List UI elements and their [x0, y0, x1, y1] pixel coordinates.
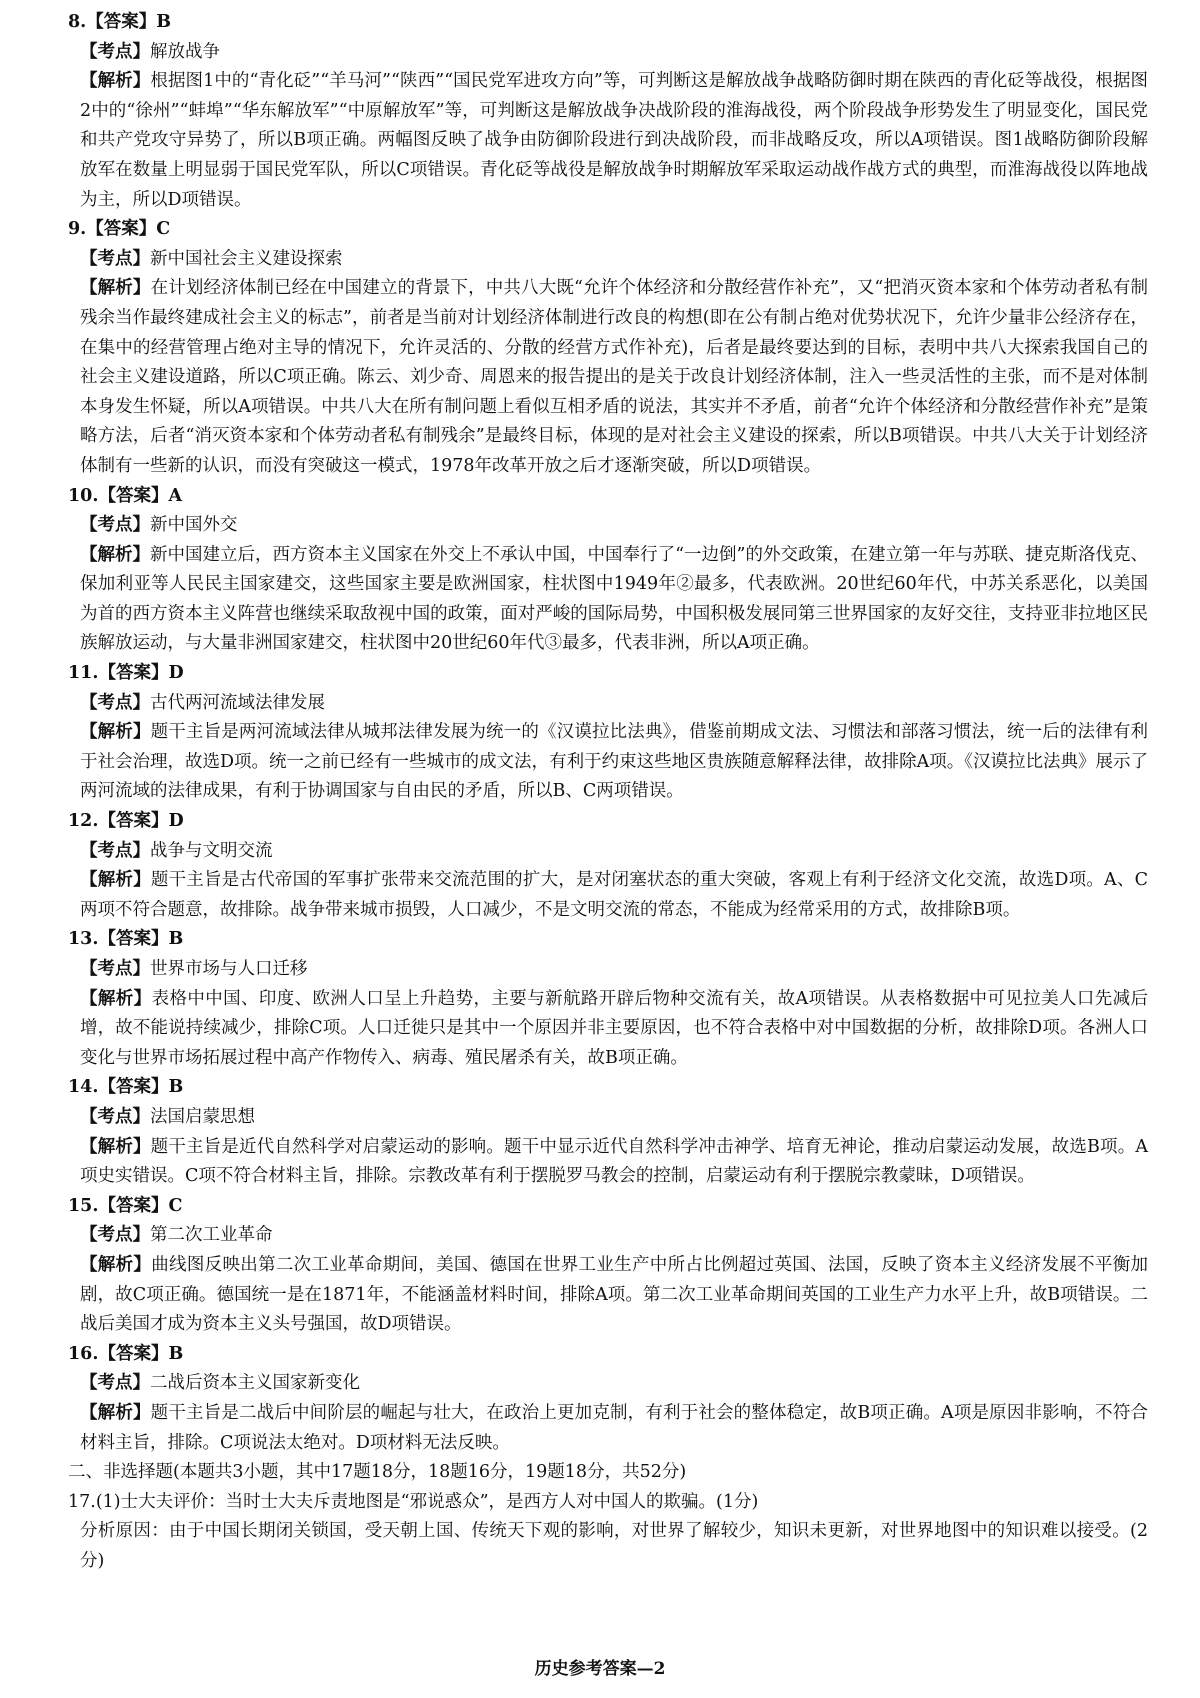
analysis-text: 【解析】在计划经济体制已经在中国建立的背景下，中共八大既“允许个体经济和分散经营作补充”，又“把消灭资本家和个体劳动者私有制残余当作最终建成社会主义的标志”，前者是当前对计划经济体制进行改良的构想(即在公有制占绝对优势状况下，允许少量非公经济存在，在集中的经营管理占绝对主导的情况下，允许灵活的、分散的经营方式作补充)，后者是最终要达到的目标，表明中共八大探索我国自己的社会主义建设道路，所以C项正确。陈云、刘少奇、周恩来的报告提出的是关于改良计划经济体制，注入一些灵活性的主张，而不是对体制本身发生怀疑，所以A项错误。中共八大在所有制问题上看似互相矛盾的说法，其实并不矛盾，前者“允许个体经济和分散经营作补充”是策略方法，后者“消灭资本家和个体劳动者私有制残余”是最终目标，体现的是对社会主义建设的探索，所以B项错误。中共八大关于计划经济体制有一些新的认识，而没有突破这一模式，1978年改革开放之后才逐渐突破，所以D项错误。 — [80, 278, 1149, 476]
point-line: 【考点】法国启蒙思想 — [80, 1106, 255, 1127]
analysis-text: 【解析】表格中中国、印度、欧洲人口呈上升趋势，主要与新航路开辟后物种交流有关，故A项错误。从表格数据中可见拉美人口先减后增，故不能说持续减少，排除C项。人口迁徙只是其中一个原因并非主要原因，也不符合表格中对中国数据的分析，故排除D项。各洲人口变化与世界市场拓展过程中高产作物传入、病毒、殖民屠杀有关，故B项正确。 — [80, 988, 1149, 1068]
question-11 — [68, 659, 1148, 807]
question-17 — [68, 1488, 1148, 1577]
q17-part1-analysis: 分析原因：由于中国长期闭关锁国，受天朝上国、传统天下观的影响，对世界了解较少，知识未更新，对世界地图中的知识难以接受。(2分) — [80, 1521, 1148, 1571]
question-9 — [68, 215, 1148, 481]
section-heading: 二、非选择题(本题共3小题，其中17题18分，18题16分，19题18分，共52分) — [68, 1462, 687, 1483]
point-line: 【考点】解放战争 — [80, 41, 220, 62]
answer-line: 11.【答案】D — [68, 663, 184, 684]
analysis-text: 【解析】题干主旨是古代帝国的军事扩张带来交流范围的扩大，是对闭塞状态的重大突破，客观上有利于经济文化交流，故选D项。A、C两项不符合题意，故排除。战争带来城市损毁，人口减少，不是文明交流的常态，不能成为经常采用的方式，故排除B项。 — [80, 870, 1149, 920]
question-15 — [68, 1192, 1148, 1340]
answer-line: 8.【答案】B — [68, 12, 172, 32]
q17-part1: 17.(1)士大夫评价：当时士大夫斥责地图是“邪说惑众”，是西方人对中国人的欺骗。(1分) — [68, 1491, 759, 1512]
question-13 — [68, 925, 1148, 1073]
question-14 — [68, 1073, 1148, 1191]
analysis-text: 【解析】曲线图反映出第二次工业革命期间，美国、德国在世界工业生产中所占比例超过英国、法国，反映了资本主义经济发展不平衡加剧，故C项正确。德国统一是在1871年，不能涵盖材料时间，排除A项。第二次工业革命期间英国的工业生产力水平上升，故B项错误。二战后美国才成为资本主义头号强国，故D项错误。 — [80, 1254, 1149, 1335]
answer-page — [68, 8, 1148, 1576]
point-line: 【考点】新中国外交 — [80, 515, 238, 536]
answer-line: 15.【答案】C — [68, 1195, 183, 1216]
question-12 — [68, 807, 1148, 925]
question-10 — [68, 482, 1148, 660]
answer-line: 13.【答案】B — [68, 929, 184, 950]
analysis-text: 【解析】题干主旨是二战后中间阶层的崛起与壮大，在政治上更加克制，有利于社会的整体稳定，故B项正确。A项是原因非影响，不符合材料主旨，排除。C项说法太绝对。D项材料无法反映。 — [80, 1402, 1148, 1453]
analysis-text: 【解析】题干主旨是近代自然科学对启蒙运动的影响。题干中显示近代自然科学冲击神学、培育无神论，推动启蒙运动发展，故选B项。A项史实错误。C项不符合材料主旨，排除。宗教改革有利于摆脱罗马教会的控制，启蒙运动有利于摆脱宗教蒙昧，D项错误。 — [80, 1136, 1148, 1187]
point-line: 【考点】世界市场与人口迁移 — [80, 959, 308, 979]
analysis-text: 【解析】根据图1中的“青化砭”“羊马河”“陕西”“国民党军进攻方向”等，可判断这是解放战争战略防御时期在陕西的青化砭等战役，根据图2中的“徐州”“蚌埠”“华东解放军”“中原解放军”等，可判断这是解放战争决战阶段的淮海战役，两个阶段战争形势发生了明显变化，国民党和共产党攻守异势了，所以B项正确。两幅图反映了战争由防御阶段进行到决战阶段，而非战略反攻，所以A项错误。图1战略防御阶段解放军在数量上明显弱于国民党军队，所以C项错误。青化砭等战役是解放战争时期解放军采取运动战作战方式的典型，而淮海战役以阵地战为主，所以D项错误。 — [80, 71, 1149, 210]
question-8 — [68, 8, 1148, 215]
answer-line: 9.【答案】C — [68, 219, 171, 240]
answer-line: 14.【答案】B — [68, 1077, 184, 1098]
point-line: 【考点】新中国社会主义建设探索 — [80, 248, 343, 269]
point-line: 【考点】第二次工业革命 — [80, 1225, 273, 1246]
point-line: 【考点】战争与文明交流 — [80, 840, 273, 861]
answer-line: 16.【答案】B — [68, 1343, 184, 1364]
answer-line: 12.【答案】D — [68, 811, 184, 832]
point-line: 【考点】古代两河流域法律发展 — [80, 692, 325, 713]
analysis-text: 【解析】新中国建立后，西方资本主义国家在外交上不承认中国，中国奉行了“一边倒”的外交政策，在建立第一年与苏联、捷克斯洛伐克、保加利亚等人民民主国家建交，这些国家主要是欧洲国家，柱状图中1949年②最多，代表欧洲。20世纪60年代，中苏关系恶化，以美国为首的西方资本主义阵营也继续采取敌视中国的政策，面对严峻的国际局势，中国积极发展同第三世界国家的友好交往，支持亚非拉地区民族解放运动，与大量非洲国家建交，柱状图中20世纪60年代③最多，代表非洲，所以A项正确。 — [80, 544, 1149, 654]
page-footer: 历史参考答案—2 — [534, 1659, 666, 1679]
question-16 — [68, 1340, 1148, 1458]
analysis-text: 【解析】题干主旨是两河流域法律从城邦法律发展为统一的《汉谟拉比法典》，借鉴前期成文法、习惯法和部落习惯法，统一后的法律有利于社会治理，故选D项。统一之前已经有一些城市的成文法，有利于约束这些地区贵族随意解释法律，故排除A项。《汉谟拉比法典》展示了两河流域的法律成果，有利于协调国家与自由民的矛盾，所以B、C两项错误。 — [80, 722, 1149, 802]
point-line: 【考点】二战后资本主义国家新变化 — [80, 1373, 360, 1394]
answer-line: 10.【答案】A — [68, 485, 183, 506]
